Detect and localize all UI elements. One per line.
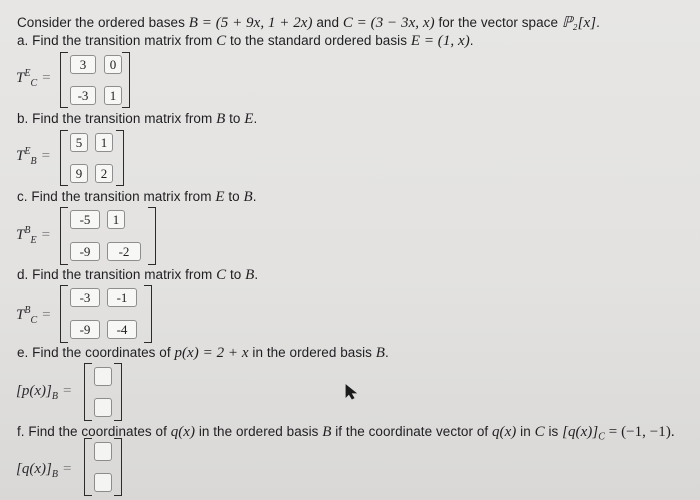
matrix-cell-c22[interactable]: -2 [107, 242, 141, 261]
equals-sign: = [41, 148, 51, 164]
matrix-cell-b11[interactable]: 5 [70, 133, 88, 152]
vector-space-symbol: ℙ₂[x] [561, 15, 597, 31]
part-e-prompt [17, 345, 389, 362]
part-e-vector-label [16, 383, 71, 402]
part-c-matrix [60, 207, 156, 265]
prompt-text: in [516, 424, 535, 439]
part-c-prompt [17, 189, 257, 206]
label-base: T [16, 227, 25, 243]
basis-c-definition: C = (3 − 3x, x) [342, 15, 435, 31]
left-bracket [84, 438, 92, 496]
right-bracket [144, 285, 152, 343]
matrix-cell-b22[interactable]: 2 [95, 164, 113, 183]
vector-entry-f2[interactable] [94, 473, 112, 492]
part-f-vector [84, 438, 122, 496]
label-subscript: E [30, 235, 37, 246]
part-b-prompt [17, 111, 257, 128]
prompt-math: E [244, 111, 254, 127]
label-base: T [16, 148, 25, 164]
matrix-cell-d12[interactable]: -1 [107, 288, 137, 307]
prompt-math: q(x) [170, 424, 196, 440]
prompt-text: is [544, 424, 563, 439]
matrix-cell-a12[interactable]: 0 [104, 55, 122, 74]
matrix-cell-a22[interactable]: 1 [104, 86, 122, 105]
part-a-matrix-label [16, 68, 51, 89]
label-base: [p(x)] [16, 383, 52, 399]
right-bracket [114, 438, 122, 496]
vector-entry-e1[interactable] [94, 367, 112, 386]
prompt-math: [q(x)] [562, 424, 599, 440]
vector-entry-e2[interactable] [94, 398, 112, 417]
prompt-math: p(x) = 2 + x [174, 345, 249, 361]
prompt-text: b. Find the transition matrix from [17, 111, 217, 126]
part-d-prompt [17, 267, 258, 284]
prompt-text: . [254, 267, 259, 282]
prompt-text: in the ordered basis [248, 345, 376, 360]
left-bracket [60, 285, 68, 343]
equals-sign: = [41, 227, 51, 243]
prompt-math: C [216, 33, 227, 49]
part-d-matrix [60, 285, 152, 343]
left-bracket [60, 207, 68, 265]
label-superscript: B [24, 225, 31, 236]
label-superscript: E [24, 68, 31, 79]
prompt-math: E = (1, x) [410, 33, 470, 49]
equals-sign: = [62, 461, 72, 477]
prompt-math: B [216, 111, 226, 127]
left-bracket [60, 130, 68, 186]
equals-sign: = [42, 70, 51, 86]
part-c-matrix-label [16, 225, 50, 246]
basis-b-definition: B = (5 + 9x, 1 + 2x) [188, 15, 313, 31]
matrix-cell-c12[interactable]: 1 [107, 210, 125, 229]
prompt-text: to [226, 267, 246, 282]
prompt-text: to the standard ordered basis [226, 33, 411, 48]
intro-text-part: . [596, 15, 600, 30]
matrix-cell-b21[interactable]: 9 [70, 164, 88, 183]
label-base: T [16, 307, 25, 323]
intro-text-part: for the vector space [434, 15, 562, 30]
left-bracket [60, 52, 68, 108]
vector-entry-f1[interactable] [94, 442, 112, 461]
prompt-math: B [322, 424, 332, 440]
prompt-math: B [375, 345, 386, 361]
intro-text-part: Consider the ordered bases [17, 15, 189, 30]
intro-text [17, 13, 600, 32]
prompt-math: B [245, 267, 255, 283]
label-base: T [16, 70, 25, 86]
part-d-matrix-label [16, 305, 51, 326]
prompt-text: f. Find the coordinates of [17, 424, 171, 439]
prompt-text: in the ordered basis [195, 424, 323, 439]
matrix-cell-d22[interactable]: -4 [107, 320, 137, 339]
prompt-math: q(x) [492, 424, 517, 440]
prompt-text: c. Find the transition matrix from [17, 189, 216, 204]
matrix-cell-c21[interactable]: -9 [70, 242, 100, 261]
right-bracket [114, 363, 122, 421]
right-bracket [148, 207, 156, 265]
prompt-math: E [215, 189, 225, 205]
mouse-pointer-icon [344, 384, 358, 400]
matrix-cell-a11[interactable]: 3 [70, 55, 96, 74]
equals-sign: = [42, 307, 51, 323]
prompt-text: . [385, 345, 389, 360]
prompt-text: d. Find the transition matrix from [17, 267, 217, 282]
prompt-math: B [243, 189, 253, 205]
prompt-text: to [224, 189, 244, 204]
label-subscript: C [30, 315, 38, 326]
part-e-vector [84, 363, 122, 421]
part-b-matrix [60, 130, 124, 186]
matrix-cell-a21[interactable]: -3 [70, 86, 96, 105]
prompt-text: . [469, 33, 474, 48]
right-bracket [122, 52, 130, 108]
prompt-math: = (−1, −1). [604, 424, 675, 440]
prompt-math: C [534, 424, 545, 440]
prompt-text: a. Find the transition matrix from [17, 33, 217, 48]
left-bracket [84, 363, 92, 421]
prompt-math-subscript: C [598, 431, 605, 443]
label-superscript: B [24, 305, 31, 316]
matrix-cell-b12[interactable]: 1 [95, 133, 113, 152]
label-subscript: B [51, 391, 58, 402]
prompt-text: to [225, 111, 245, 126]
part-a-matrix [60, 52, 130, 108]
prompt-text: . [253, 111, 258, 126]
label-subscript: B [51, 469, 58, 480]
right-bracket [116, 130, 124, 186]
prompt-text: e. Find the coordinates of [17, 345, 175, 360]
matrix-cell-c11[interactable]: -5 [70, 210, 100, 229]
part-f-vector-label [16, 461, 71, 480]
label-subscript: C [30, 78, 38, 89]
matrix-cell-d21[interactable]: -9 [70, 320, 100, 339]
part-a-prompt [17, 33, 474, 50]
label-superscript: E [24, 146, 31, 157]
prompt-text: . [252, 189, 257, 204]
matrix-cell-d11[interactable]: -3 [70, 288, 100, 307]
part-b-matrix-label [16, 146, 50, 167]
intro-text-part: and [312, 15, 343, 30]
label-base: [q(x)] [16, 461, 52, 477]
equals-sign: = [62, 383, 72, 399]
prompt-text: if the coordinate vector of [331, 424, 492, 439]
label-subscript: B [30, 156, 37, 167]
prompt-math: C [216, 267, 227, 283]
